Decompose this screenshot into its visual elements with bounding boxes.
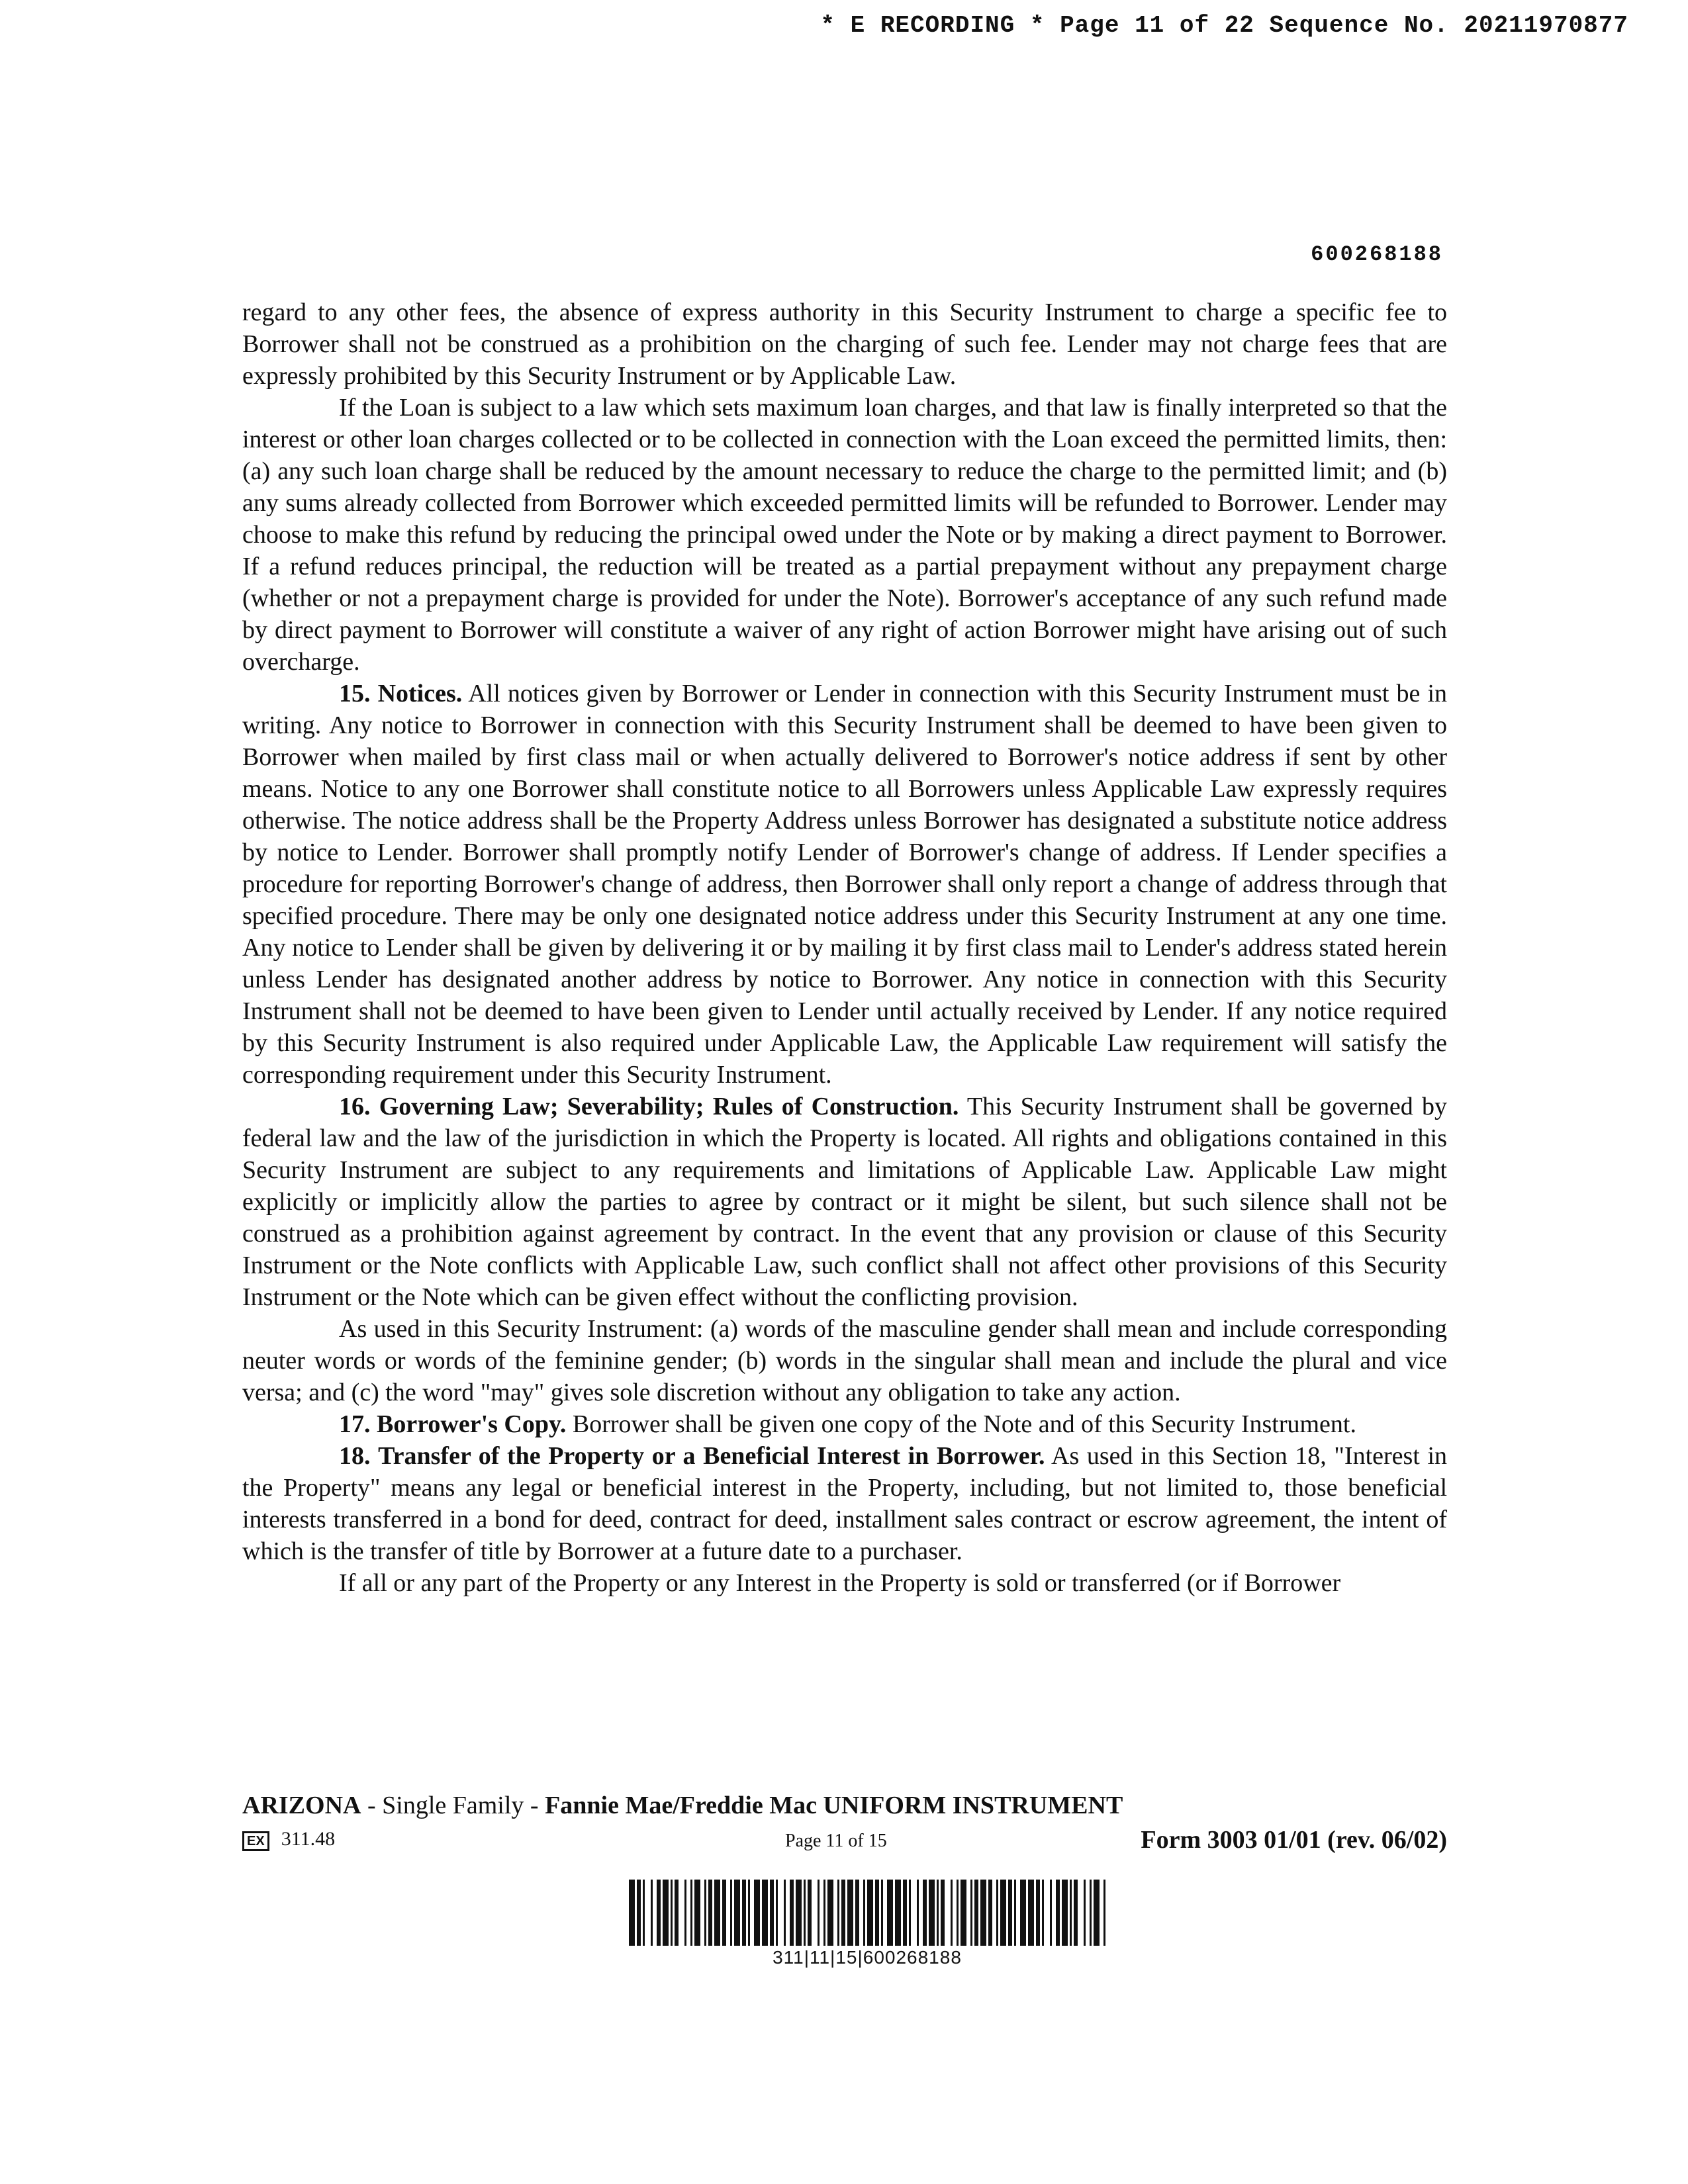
section-number: 15. xyxy=(339,680,371,707)
ex-logo: EX xyxy=(242,1831,269,1851)
paragraph: regard to any other fees, the absence of express authority in this Security Instrument to charge a specific fee to Borrower shall not be construed as a prohibition on the charging of such fee. Lender may not charge fees that are expressly prohibited by this Security Instrument or by Applicable Law. xyxy=(242,298,1447,390)
section-number: 16. xyxy=(339,1093,371,1120)
footer-instrument: Fannie Mae/Freddie Mac UNIFORM INSTRUMENT xyxy=(545,1792,1123,1819)
form-code-number: 311.48 xyxy=(281,1828,336,1850)
paragraph: If the Loan is subject to a law which sets maximum loan charges, and that law is finally interpreted so that the interest or other loan charges collected or to be collected in connection with the Loan exceed the permitted limits, then: (a) any such loan charge shall be reduced by the amount necessary to reduce the charge to the permitted limit; and (b) any sums already collected from Borrower which exceeded permitted limits will be refunded to Borrower. Lender may choose to make this refund by reducing the principal owed under the Note or by making a direct payment to Borrower. If a refund reduces principal, the reduction will be treated as a partial prepayment without any prepayment charge (whether or not a prepayment charge is provided for under the Note). Borrower's acceptance of any such refund made by direct payment to Borrower will constitute a waiver of any right of action Borrower might have arising out of such overcharge. xyxy=(242,394,1447,676)
footer-state: ARIZONA xyxy=(242,1792,361,1819)
recording-stamp: * E RECORDING * Page 11 of 22 Sequence No. 20211970877 xyxy=(820,12,1628,39)
section-text: All notices given by Borrower or Lender in connection with this Security Instrument must be in writing. Any notice to Borrower in connection with this Security Instrument shall be deemed to have been given to Borrower when mailed by first class mail or when actually delivered to Borrower's notice address if sent by other means. Notice to any one Borrower shall constitute notice to all Borrowers unless Applicable Law expressly requires otherwise. The notice address shall be the Property Address unless Borrower has designated a substitute notice address by notice to Lender. Borrower shall promptly notify Lender of Borrower's change of address. If Lender specifies a procedure for reporting Borrower's change of address, then Borrower shall only report a change of address through that specified procedure. There may be only one designated notice address under this Security Instrument at any one time. Any notice to Lender shall be given by delivering it or by mailing it by first class mail to Lender's address stated herein unless Lender has designated another address by notice to Borrower. Any notice in connection with this Security Instrument shall not be deemed to have been given to Lender until actually received by Lender. If any notice required by this Security Instrument is also required under Applicable Law, the Applicable Law requirement will satisfy the corresponding requirement under this Security Instrument. xyxy=(242,680,1448,1089)
section-title: Governing Law; Severability; Rules of Construction. xyxy=(379,1093,959,1120)
section-16 xyxy=(242,1091,1447,1313)
section-title: Borrower's Copy. xyxy=(377,1410,567,1438)
barcode xyxy=(629,1880,1105,1946)
footer-title xyxy=(242,1791,1123,1820)
section-title: Notices. xyxy=(377,680,463,707)
form-number: Form 3003 01/01 (rev. 06/02) xyxy=(1141,1826,1447,1854)
section-text: As used in this Section 18, "Interest in the Property" means any legal or beneficial interest in the Property, including, but not limited to, those beneficial interests transferred in a bond for deed, contract for deed, installment sales contract or escrow agreement, the intent of which is the transfer of title by Borrower at a future date to a purchaser. xyxy=(242,1442,1448,1565)
section-18 xyxy=(242,1440,1447,1567)
paragraph: As used in this Security Instrument: (a) words of the masculine gender shall mean and include corresponding neuter words or words of the feminine gender; (b) words in the singular shall mean and include the plural and vice versa; and (c) the word "may" gives sole discretion without any obligation to take any action. xyxy=(242,1315,1447,1406)
document-body xyxy=(242,296,1447,1599)
footer-row xyxy=(242,1825,1447,1858)
section-title: Transfer of the Property or a Beneficial Interest in Borrower. xyxy=(378,1442,1045,1470)
section-number: 18. xyxy=(339,1442,371,1470)
section-text: This Security Instrument shall be governed by federal law and the law of the jurisdiction in which the Property is located. All rights and obligations contained in this Security Instrument are subject to any requirements and limitations of Applicable Law. Applicable Law might explicitly or implicitly allow the parties to agree by contract or it might be silent, but such silence shall not be construed as a prohibition against agreement by contract. In the event that any provision or clause of this Security Instrument or the Note conflicts with Applicable Law, such conflict shall not affect other provisions of this Security Instrument or the Note which can be given effect without the conflicting provision. xyxy=(242,1093,1448,1311)
paragraph: If all or any part of the Property or any Interest in the Property is sold or transferred (or if Borrower xyxy=(339,1569,1341,1597)
section-17 xyxy=(242,1408,1447,1440)
form-code xyxy=(242,1828,335,1851)
barcode-text: 311|11|15|600268188 xyxy=(773,1947,962,1968)
footer-separator: - Single Family - xyxy=(361,1792,545,1819)
page-number: Page 11 of 15 xyxy=(785,1831,887,1851)
loan-number: 600268188 xyxy=(1311,242,1443,267)
section-text: Borrower shall be given one copy of the Note and of this Security Instrument. xyxy=(572,1410,1356,1438)
section-number: 17. xyxy=(339,1410,371,1438)
section-15 xyxy=(242,678,1447,1091)
